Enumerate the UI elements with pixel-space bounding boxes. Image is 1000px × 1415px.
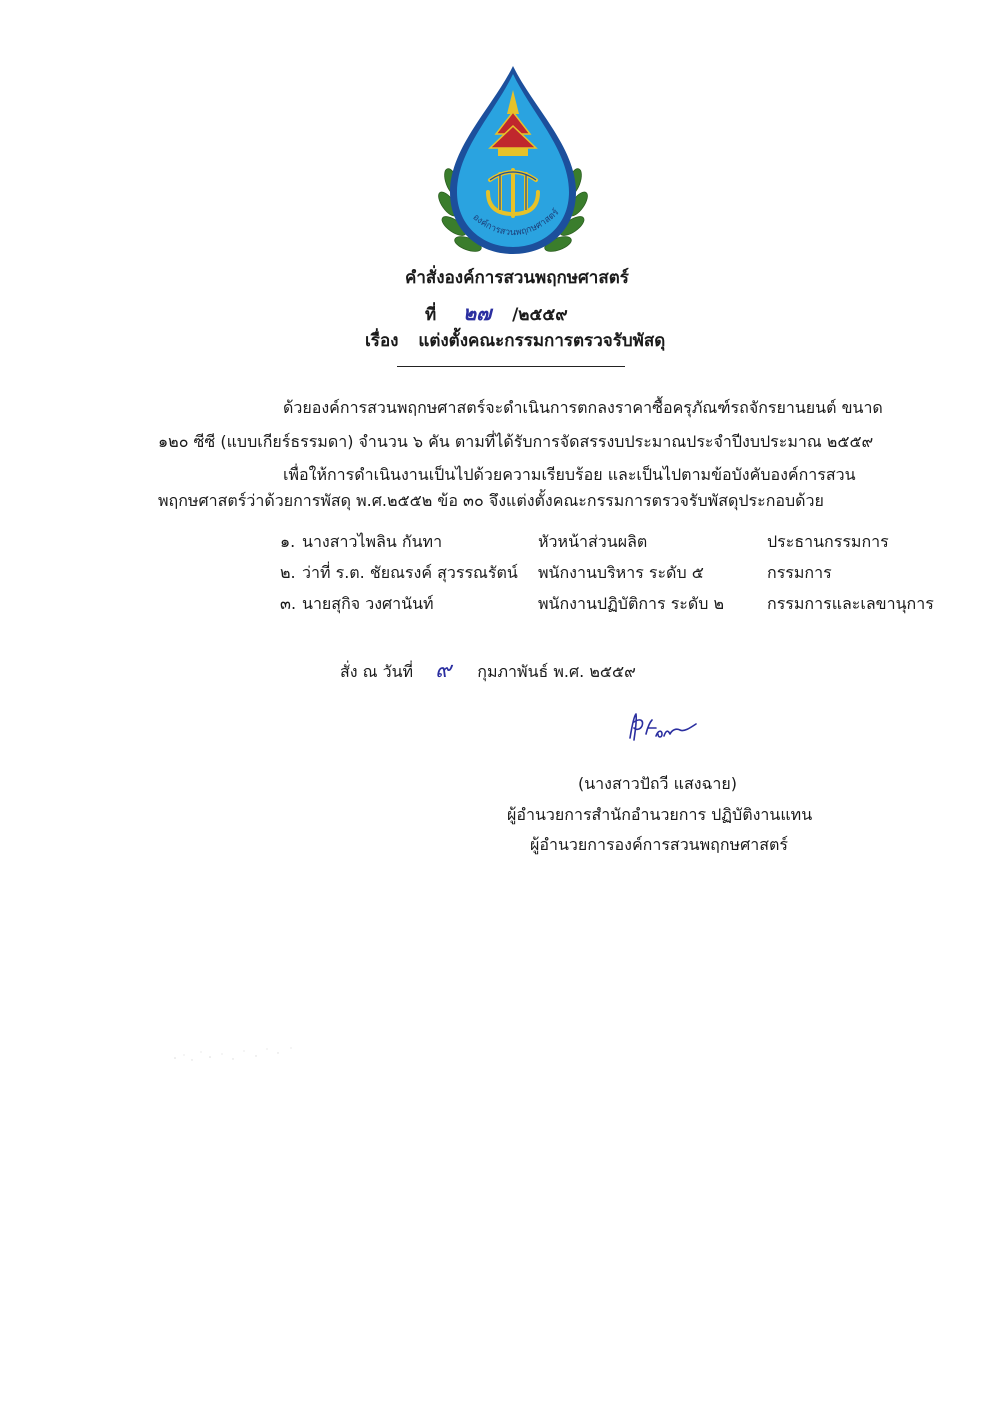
order-date-day-handwritten: ๙ — [435, 658, 452, 683]
member-number: ๓. — [280, 594, 297, 613]
order-date-prefix: สั่ง ณ วันที่ — [340, 662, 414, 681]
member-role: กรรมการ — [767, 563, 832, 582]
member-number: ๒. — [280, 563, 296, 582]
signer-title-1: ผู้อำนวยการสำนักอำนวยการ ปฏิบัติงานแทน — [507, 805, 813, 824]
member-position: หัวหน้าส่วนผลิต — [538, 532, 648, 551]
body-line-1: ด้วยองค์การสวนพฤกษศาสตร์จะดำเนินการตกลงราคาซื้อครุภัณฑ์รถจักรยานยนต์ ขนาด — [283, 398, 883, 417]
member-position: พนักงานบริหาร ระดับ ๕ — [538, 563, 704, 582]
scan-speckle — [170, 1040, 310, 1070]
order-title: คำสั่งองค์การสวนพฤกษศาสตร์ — [405, 268, 629, 288]
member-position: พนักงานปฏิบัติการ ระดับ ๒ — [538, 594, 725, 613]
order-date-month-year: กุมภาพันธ์ พ.ศ. ๒๕๕๙ — [477, 662, 636, 681]
signer-title-2: ผู้อำนวยการองค์การสวนพฤกษศาสตร์ — [530, 835, 788, 854]
committee-member-row — [280, 530, 940, 554]
body-line-3: เพื่อให้การดำเนินงานเป็นไปด้วยความเรียบร้อย และเป็นไปตามข้อบังคับองค์การสวน — [283, 465, 856, 484]
body-line-4: พฤกษศาสตร์ว่าด้วยการพัสดุ พ.ศ.๒๕๕๒ ข้อ ๓๐ จึงแต่งตั้งคณะกรรมการตรวจรับพัสดุประกอบด้วย — [158, 491, 824, 510]
subject-label: เรื่อง — [365, 331, 399, 351]
order-number-row — [425, 297, 568, 329]
subject-row — [365, 327, 665, 354]
water-drop-emblem-icon — [438, 62, 588, 262]
emblem-text: องค์การสวนพฤกษศาสตร์ — [470, 207, 562, 239]
committee-member-row — [280, 561, 940, 585]
order-number-label: ที่ — [425, 305, 437, 325]
subject-text: แต่งตั้งคณะกรรมการตรวจรับพัสดุ — [418, 331, 666, 351]
member-name: นายสุกิจ วงศานันท์ — [302, 594, 434, 613]
order-number-suffix: /๒๕๕๙ — [512, 305, 568, 325]
signature-icon — [626, 708, 698, 748]
committee-member-row — [280, 592, 940, 616]
signer-name: (นางสาวปัถวี แสงฉาย) — [578, 774, 738, 793]
body-line-2: ๑๒๐ ซีซี (แบบเกียร์ธรรมดา) จำนวน ๖ คัน ตามที่ได้รับการจัดสรรงบประมาณประจำปีงบประมาณ ๒๕๕๙ — [158, 432, 874, 451]
member-name: นางสาวไพลิน กันทา — [302, 532, 443, 551]
order-date-row — [340, 652, 636, 687]
member-role: กรรมการและเลขานุการ — [767, 594, 934, 613]
member-name: ว่าที่ ร.ต. ชัยณรงค์ สุวรรณรัตน์ — [302, 563, 518, 582]
member-number: ๑. — [280, 532, 296, 551]
order-number-handwritten: ๒๗ — [463, 301, 492, 325]
title-divider — [397, 366, 625, 367]
member-role: ประธานกรรมการ — [767, 532, 889, 551]
